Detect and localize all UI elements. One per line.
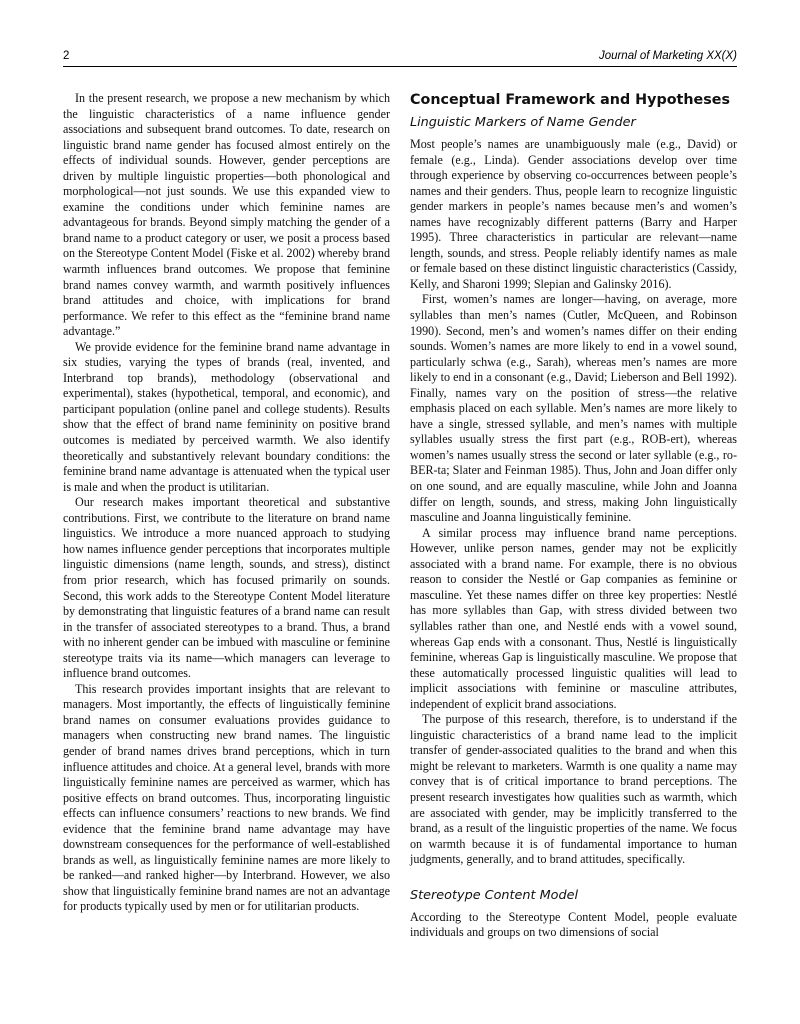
paragraph-intro: In the present research, we propose a new mechanism by which the linguistic characteristics of a name influence gender associations and subsequent brand outcomes. To date, research on linguistic brand name gender has focused almost entirely on the effects of individual sounds. However, gender perceptions are driven by multiple linguistic properties—both phonological and morphological—not just sounds. We use this expanded view to examine the conditions under which feminine names are advantageous for brands. Beyond simply matching the gender of a brand name to a product category or user, we posit a process based on the Stereotype Content Model (Fiske et al. 2002) whereby brand warmth influences brand outcomes. We propose that feminine brand names convey warmth, and warmth positively influences brand attitudes and choice, with implications for brand performance. We refer to this effect as the “feminine brand name advantage.” <box>63 91 390 339</box>
paragraph-names-gender: Most people’s names are unambiguously male (e.g., David) or female (e.g., Linda). Gender associations develop over time through experience by observing co-occurrences between people’s names and their genders. Thus, people learn to recognize linguistic gender markers in people’s names because men’s and women’s names have recognizably different patterns (Barry and Harper 1995). Three characteristics in particular are relevant—name length, sounds, and stress. People reliably identify names as male or female based on these distinct linguistic characteristics (Cassidy, Kelly, and Sharoni 1999; Slepian and Galinsky 2016). <box>410 137 737 291</box>
journal-title: Journal of Marketing XX(X) <box>598 50 737 62</box>
paragraph-purpose: The purpose of this research, therefore, is to understand if the linguistic characteristics of a brand name lead to the implicit transfer of gender-associated qualities to the brand and when this might be relevant to marketers. Warmth is one quality a name may convey that is of critical importance to brand perceptions. The present research investigates how qualities such as warmth, which are associated with gender, may be implicitly transferred to the brand, as a result of the linguistic properties of the name. We focus on warmth because it is of fundamental importance to human judgments, generally, and to brand attitudes, specifically. <box>410 712 737 867</box>
left-column <box>63 91 390 915</box>
subsection-heading-linguistic-markers: Linguistic Markers of Name Gender <box>410 115 636 130</box>
paragraph-contributions: Our research makes important theoretical and substantive contributions. First, we contribute to the literature on brand name linguistics. We introduce a more nuanced approach to studying how names influence gender perceptions that incorporates multiple linguistic dimensions (name length, sounds, and stress), distinct from prior research, which has focused primarily on sounds. Second, this work adds to the Stereotype Content Model literature by demonstrating that linguistic features of a brand name can result in the transfer of associated stereotypes to a brand. Thus, a brand with no inherent gender can be imbued with masculine or feminine stereotype traits via its name—which managers can leverage to influence brand outcomes. <box>63 495 390 681</box>
section-heading: Conceptual Framework and Hypotheses <box>410 92 730 108</box>
running-header <box>63 50 737 67</box>
subsection-heading-stereotype-content-model: Stereotype Content Model <box>410 887 579 903</box>
paragraph-evidence: We provide evidence for the feminine brand name advantage in six studies, varying the types of brands (real, invented, and Interbrand top brands), methodology (observational and experimental), stakes (hypothetical, temporal, and economic), and participant population (online panel and college students). Results show that the effect of brand name femininity on positive brand outcomes is mediated by perceived warmth. We also identify theoretically and substantively relevant boundary conditions: the feminine brand name advantage is attenuated when the typical user is male and when the product is utilitarian. <box>63 339 390 494</box>
paragraph-name-characteristics: First, women’s names are longer—having, on average, more syllables than men’s names (Cutler, McQueen, and Robinson 1990). Second, men’s and women’s names differ on their ending sounds. Women’s names are more likely to end in a vowel sound, particularly schwa (e.g., Sarah), whereas men’s names are more likely to end in a consonant (e.g., David; Lieberson and Bell 1992). Finally, names vary on the position of stress—the relative emphasis placed on each syllable. Men’s names are more likely to have a single, stressed syllable, and men’s names with multiple syllables usually stress the first part (e.g., ROB-ert), whereas women’s names usually stress the second or later syllable (e.g., ro-BER-ta; Slater and Feinman 1985). Thus, John and Joan differ only on one sound, and are equally masculine, while John and Joanna differ on length, sounds, and stress, making John linguistically masculine and Joanna linguistically feminine. <box>410 292 737 525</box>
right-column <box>410 91 737 941</box>
page-number: 2 <box>63 50 70 62</box>
paragraph-brand-names: A similar process may influence brand name perceptions. However, unlike person names, gender may not be explicitly associated with a brand name. For example, there is no obvious reason to consider the Nestlé or Gap companies as feminine or masculine. Yet these names differ on three key properties: Nestlé has more syllables than Gap, with stress divided between two syllables rather than one, and Nestlé ends with a vowel sound, whereas Gap ends with a consonant. Thus, Nestlé is linguistically feminine, whereas Gap is linguistically masculine. We propose that these automatically processed linguistic qualities will lead to implicit associations with feminine or masculine attributes, independent of explicit brand associations. <box>410 525 737 711</box>
paragraph-managerial-insights: This research provides important insights that are relevant to managers. Most importantly, the effects of linguistically feminine brand names on consumer evaluations provides guidance to managers when constructing new brand names. The linguistic gender of brand names drives brand perceptions, which in turn influence attitudes and choice. At a general level, brands with more linguistically feminine names are perceived as warmer, which has positive effects on brand outcomes. Thus, incorporating linguistic effects can influence consumers’ reactions to new brands. We find evidence that the feminine brand name advantage may have downstream consequences for the performance of well-established brands as well, as linguistically feminine names are more likely to be ranked—and ranked higher—by Interbrand. However, we also show that linguistically feminine brand names are not an advantage for products typically used by men or for utilitarian products. <box>63 681 390 914</box>
paragraph-stereotype-model: According to the Stereotype Content Model, people evaluate individuals and groups on two dimensions of social <box>410 909 737 940</box>
